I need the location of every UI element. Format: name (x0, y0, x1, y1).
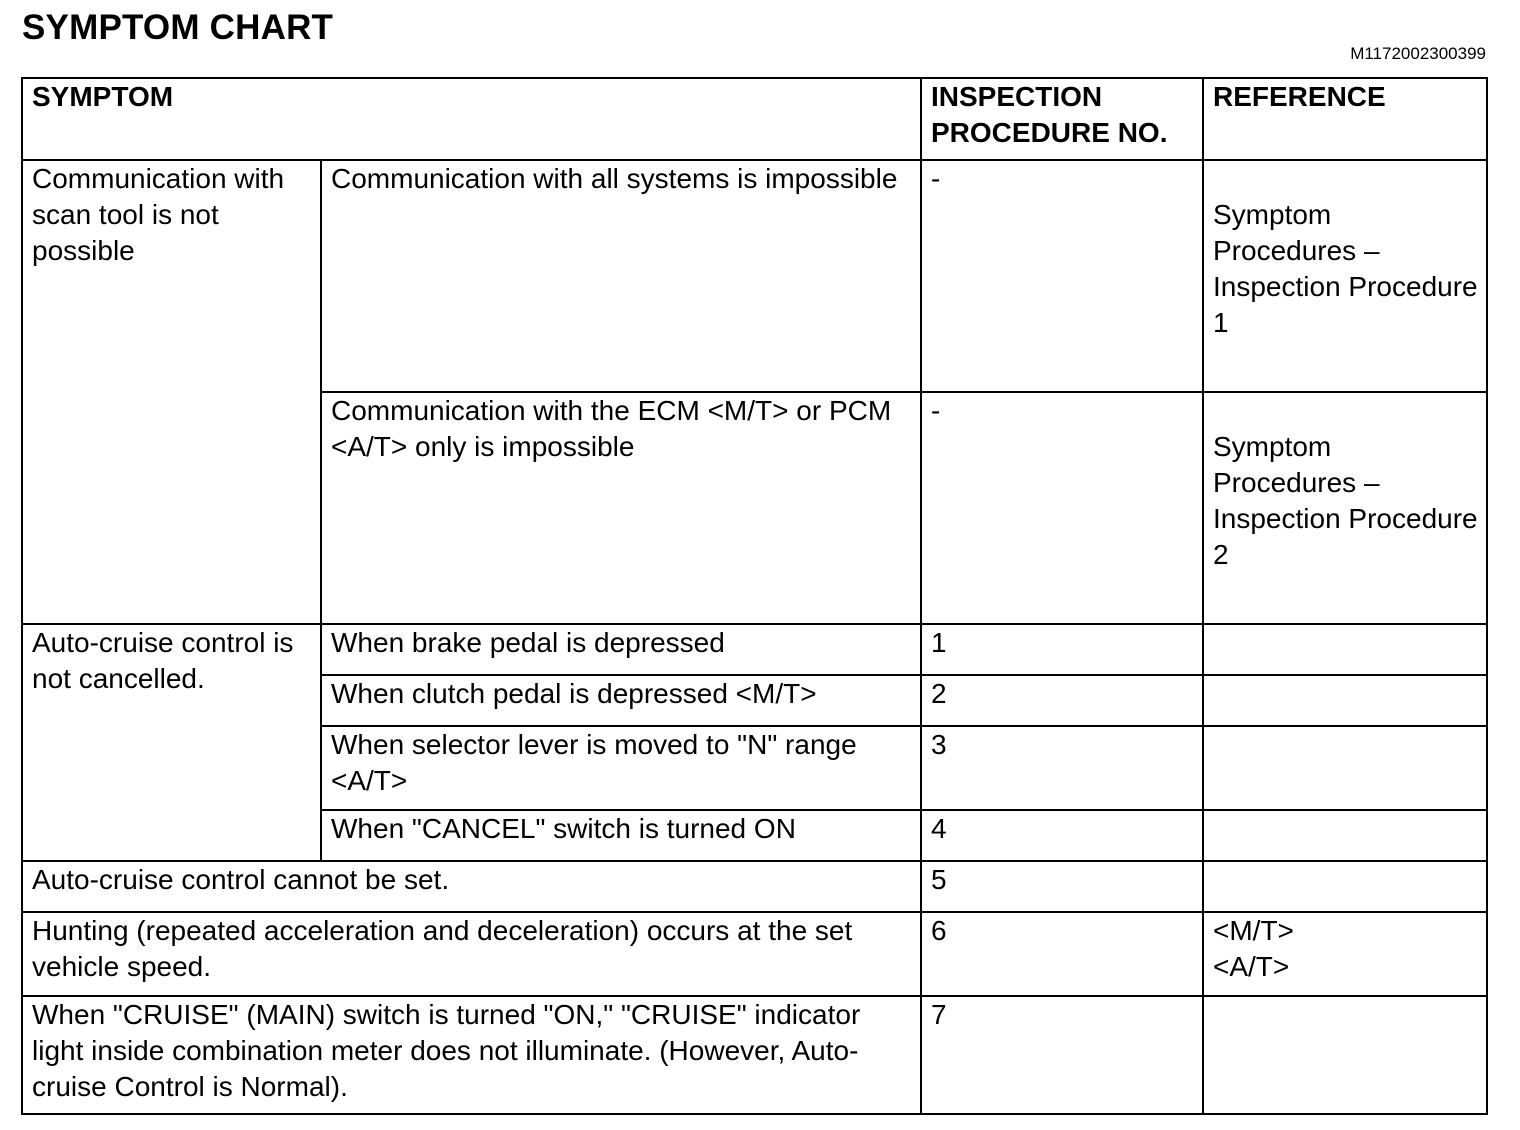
table-row (22, 996, 1487, 1114)
header-procedure-line2: PROCEDURE NO. (931, 117, 1168, 148)
procedure-number: 6 (921, 912, 1203, 996)
symptom-detail: When selector lever is moved to "N" range <A/T> (321, 726, 921, 810)
procedure-number: 1 (921, 624, 1203, 675)
symptom-single: Auto-cruise control cannot be set. (22, 861, 921, 912)
reference-cell (1203, 861, 1487, 912)
reference-cell (1203, 160, 1487, 392)
symptom-table (21, 77, 1488, 1115)
reference-cell (1203, 996, 1487, 1114)
procedure-number: - (921, 392, 1203, 624)
reference-cell (1203, 624, 1487, 675)
procedure-number: 5 (921, 861, 1203, 912)
reference-link-at[interactable]: <A/T> (1213, 951, 1290, 982)
procedure-number: 4 (921, 810, 1203, 861)
reference-cell (1203, 810, 1487, 861)
symptom-detail: Communication with the ECM <M/T> or PCM <A/T> only is impossible (321, 392, 921, 624)
symptom-single: When "CRUISE" (MAIN) switch is turned "ON," "CRUISE" indicator light inside combination meter does not illuminate. (However, Auto-cruise Control is Normal). (22, 996, 921, 1114)
table-header-row (22, 78, 1487, 160)
reference-cell (1203, 912, 1487, 996)
symptom-group-not-cancelled: Auto-cruise control is not cancelled. (22, 624, 321, 861)
page-title: SYMPTOM CHART (22, 8, 334, 47)
reference-link[interactable]: Symptom Procedures – Inspection Procedure 2 (1213, 431, 1478, 570)
symptom-detail: Communication with all systems is impossible (321, 160, 921, 392)
symptom-single: Hunting (repeated acceleration and deceleration) occurs at the set vehicle speed. (22, 912, 921, 996)
reference-cell (1203, 726, 1487, 810)
table-row (22, 912, 1487, 996)
reference-link[interactable]: Symptom Procedures – Inspection Procedure 1 (1213, 199, 1478, 338)
symptom-detail: When brake pedal is depressed (321, 624, 921, 675)
procedure-number: 3 (921, 726, 1203, 810)
table-row (22, 861, 1487, 912)
reference-cell (1203, 392, 1487, 624)
table-row (22, 624, 1487, 675)
header-reference: REFERENCE (1203, 78, 1487, 160)
procedure-number: 7 (921, 996, 1203, 1114)
reference-cell (1203, 675, 1487, 726)
header-inspection-procedure (921, 78, 1203, 160)
symptom-detail: When clutch pedal is depressed <M/T> (321, 675, 921, 726)
header-symptom: SYMPTOM (22, 78, 921, 160)
document-code: M1172002300399 (1350, 44, 1486, 63)
procedure-number: 2 (921, 675, 1203, 726)
symptom-group-communication: Communication with scan tool is not possible (22, 160, 321, 624)
symptom-detail: When "CANCEL" switch is turned ON (321, 810, 921, 861)
header-procedure-line1: INSPECTION (931, 81, 1103, 112)
table-row (22, 160, 1487, 392)
procedure-number: - (921, 160, 1203, 392)
reference-link-mt[interactable]: <M/T> (1213, 915, 1294, 946)
